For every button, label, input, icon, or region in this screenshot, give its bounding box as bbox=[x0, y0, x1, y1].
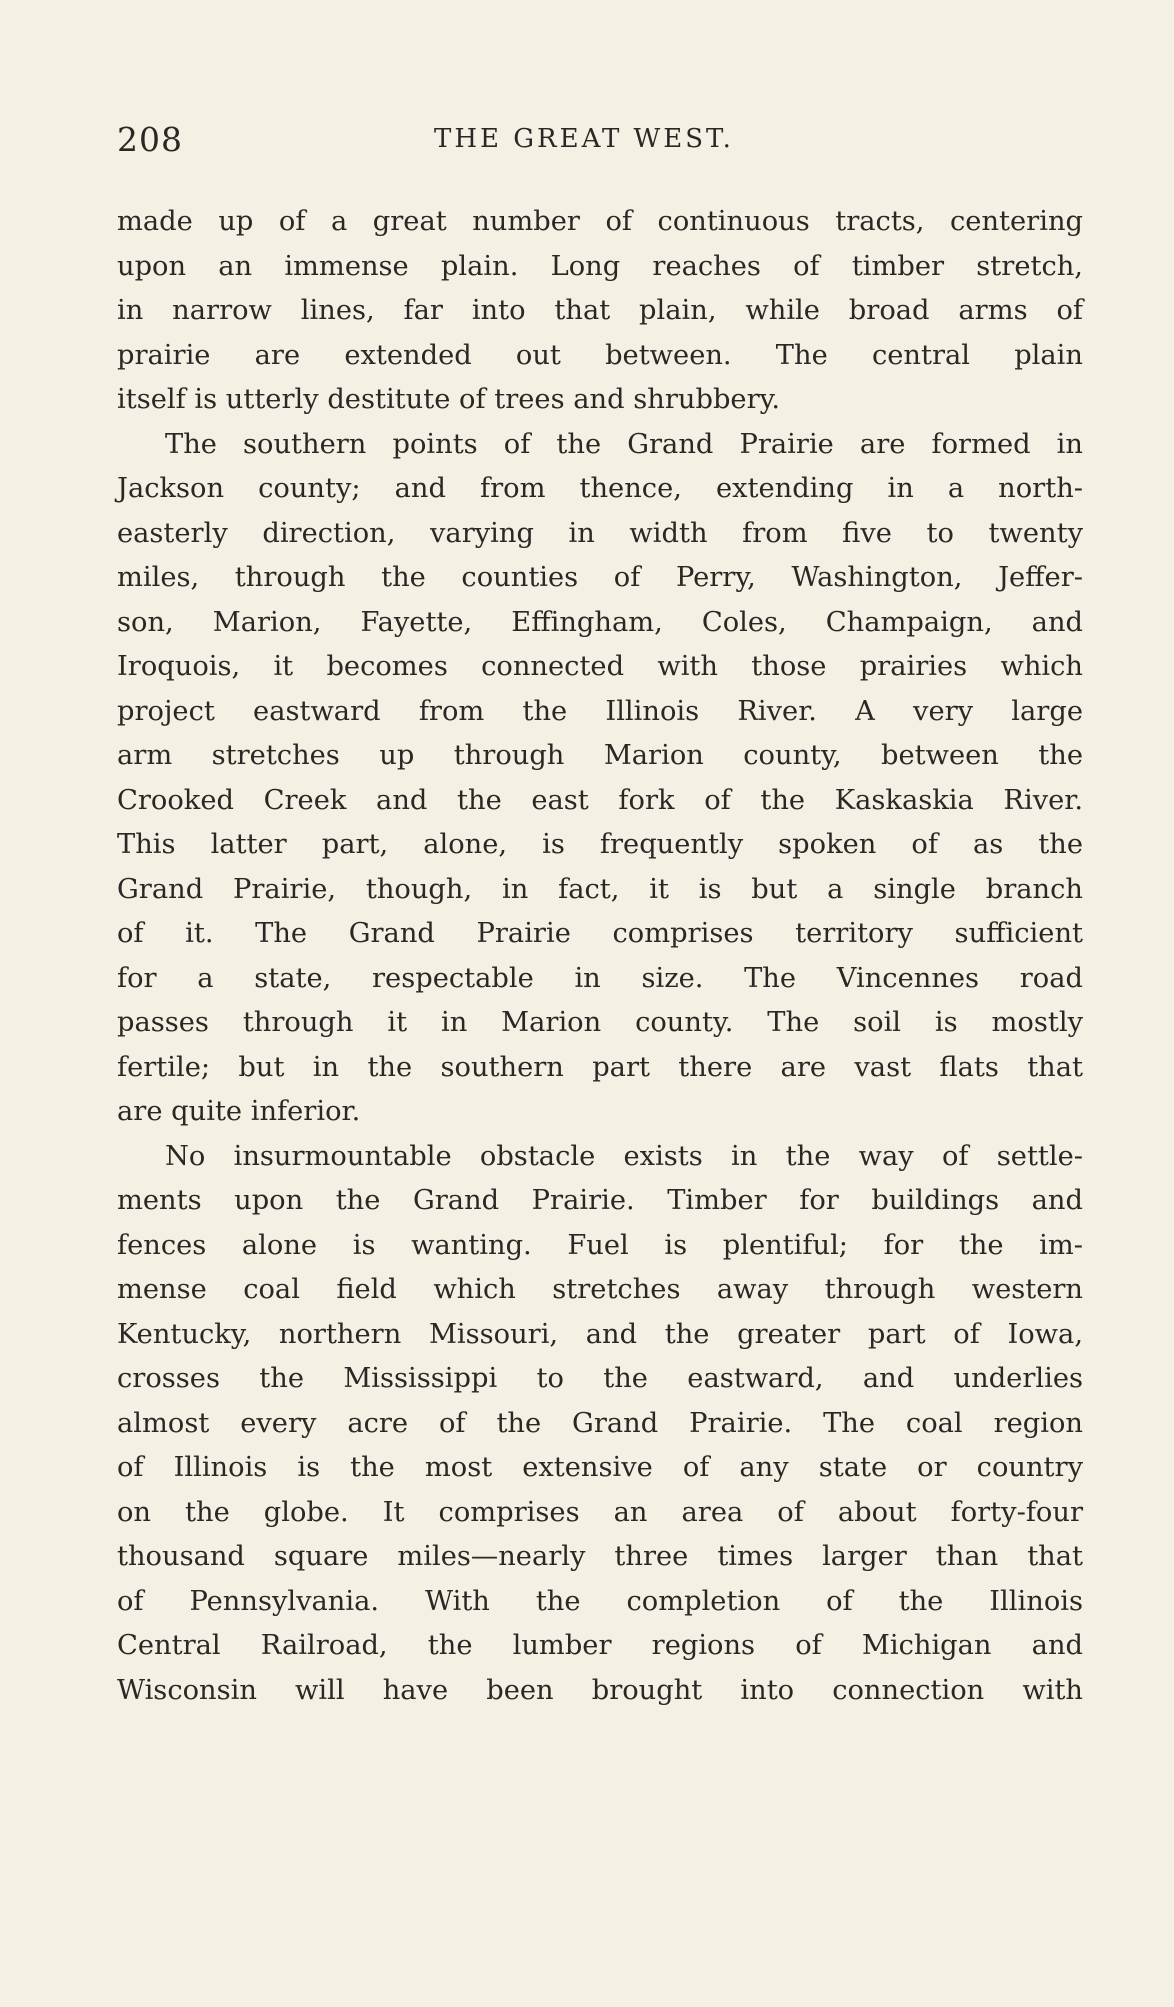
text-line: Jackson county; and from thence, extending in a north- bbox=[117, 473, 1083, 504]
text-line: fences alone is wanting. Fuel is plentiful; for the im- bbox=[117, 1229, 1083, 1261]
text-line: crosses the Mississippi to the eastward, and underlies bbox=[117, 1363, 1083, 1394]
text-line: of Illinois is the most extensive of any state or country bbox=[117, 1452, 1083, 1483]
text-line: Central Railroad, the lumber regions of Michigan and bbox=[117, 1630, 1083, 1661]
text-line: of Pennsylvania. With the completion of the Illinois bbox=[117, 1585, 1083, 1617]
text-line: arm stretches up through Marion county, between the bbox=[117, 740, 1083, 771]
text-line: easterly direction, varying in width from five to twenty bbox=[117, 517, 1083, 549]
text-line: of it. The Grand Prairie comprises territory sufficient bbox=[117, 918, 1083, 949]
text-line: Grand Prairie, though, in fact, it is but a single branch bbox=[117, 873, 1083, 905]
text-line: in narrow lines, far into that plain, while broad arms of bbox=[117, 295, 1083, 326]
text-line: prairie are extended out between. The central plain bbox=[117, 339, 1083, 371]
text-line: upon an immense plain. Long reaches of timber stretch, bbox=[117, 250, 1083, 282]
text-line: on the globe. It comprises an area of about forty-four bbox=[117, 1496, 1083, 1528]
page-number: 208 bbox=[117, 120, 183, 159]
text-line: passes through it in Marion county. The soil is mostly bbox=[117, 1007, 1083, 1038]
text-line: thousand square miles—nearly three times larger than that bbox=[117, 1541, 1083, 1572]
text-line: almost every acre of the Grand Prairie. The coal region bbox=[117, 1407, 1083, 1439]
text-line: fertile; but in the southern part there are vast flats that bbox=[117, 1051, 1083, 1083]
running-title: THE GREAT WEST. bbox=[434, 124, 734, 154]
text-line: project eastward from the Illinois River. A very large bbox=[117, 695, 1083, 727]
text-line: for a state, respectable in size. The Vincennes road bbox=[117, 962, 1083, 994]
text-line: are quite inferior. bbox=[117, 1096, 361, 1127]
text-line: Wisconsin will have been brought into connection with bbox=[117, 1674, 1083, 1706]
text-line: son, Marion, Fayette, Effingham, Coles, Champaign, and bbox=[117, 606, 1083, 638]
text-line: mense coal field which stretches away through western bbox=[117, 1274, 1083, 1305]
text-line: Kentucky, northern Missouri, and the greater part of Iowa, bbox=[117, 1318, 1083, 1350]
body-text bbox=[117, 200, 1083, 1713]
text-line: ments upon the Grand Prairie. Timber for buildings and bbox=[117, 1185, 1083, 1216]
text-line: This latter part, alone, is frequently spoken of as the bbox=[117, 829, 1083, 860]
page-header bbox=[117, 120, 1077, 170]
text-line: made up of a great number of continuous tracts, centering bbox=[117, 206, 1083, 237]
text-line: itself is utterly destitute of trees and shrubbery. bbox=[117, 384, 781, 415]
text-line: The southern points of the Grand Prairie are formed in bbox=[165, 428, 1083, 460]
text-line: No insurmountable obstacle exists in the way of settle- bbox=[165, 1140, 1083, 1172]
text-line: Iroquois, it becomes connected with those prairies which bbox=[117, 651, 1083, 682]
text-line: miles, through the counties of Perry, Washington, Jeffer- bbox=[117, 562, 1083, 593]
text-line: Crooked Creek and the east fork of the Kaskaskia River. bbox=[117, 784, 1083, 816]
